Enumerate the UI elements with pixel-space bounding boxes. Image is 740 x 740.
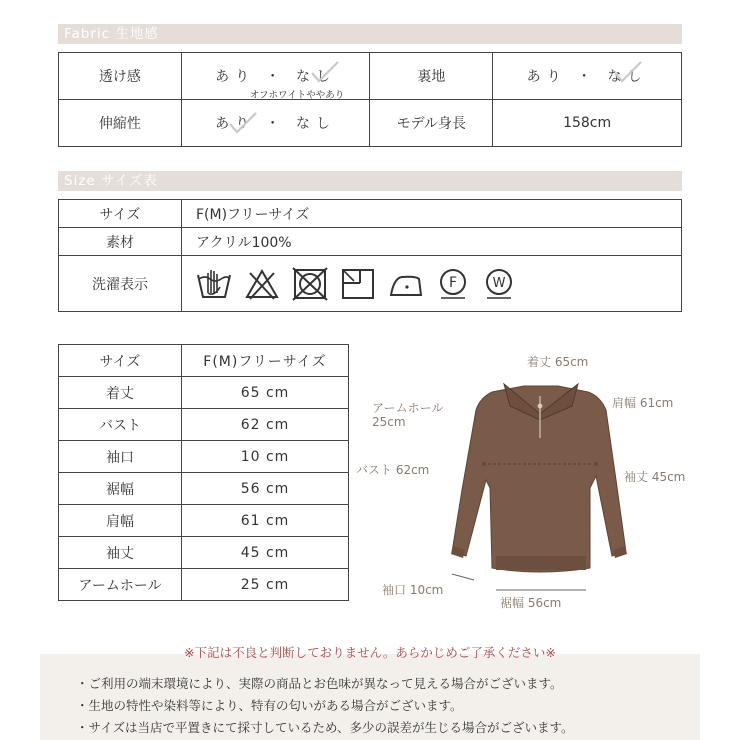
see-through-value xyxy=(181,53,370,100)
measure-label: 裾幅 xyxy=(59,473,182,505)
care-label: 洗濯表示 xyxy=(59,256,182,312)
measure-label: アームホール xyxy=(59,569,182,601)
lining-label: 裏地 xyxy=(370,53,493,100)
fabric-row xyxy=(59,100,682,147)
armhole-value: 25cm xyxy=(372,415,406,429)
notice-line: ・生地の特性や染料等により、特有の匂いがある場合がございます。 xyxy=(76,698,463,713)
model-height-value: 158cm xyxy=(493,100,682,147)
size-measure-header-value: F(M)フリーサイズ xyxy=(182,345,349,377)
hand-wash-icon xyxy=(196,267,232,301)
model-height-label: モデル身長 xyxy=(370,100,493,147)
size-label: サイズ xyxy=(59,200,182,228)
measure-value: 56 cm xyxy=(182,473,349,505)
lining-value xyxy=(493,53,682,100)
measure-value: 45 cm xyxy=(182,537,349,569)
table-row xyxy=(59,473,349,505)
size-info-row xyxy=(59,228,682,256)
no-tumble-dry-icon xyxy=(292,267,328,301)
measure-label: 袖口 xyxy=(59,441,182,473)
table-row xyxy=(59,377,349,409)
iron-low-icon xyxy=(388,267,424,301)
bust-label: バスト 62cm xyxy=(356,463,430,477)
measure-value: 25 cm xyxy=(182,569,349,601)
see-through-label: 透け感 xyxy=(59,53,182,100)
svg-text:W: W xyxy=(492,275,506,291)
size-value: F(M)フリーサイズ xyxy=(182,200,682,228)
stretch-value xyxy=(181,100,370,147)
material-label: 素材 xyxy=(59,228,182,256)
stretch-label: 伸縮性 xyxy=(59,100,182,147)
fabric-row xyxy=(59,53,682,100)
measure-label: 肩幅 xyxy=(59,505,182,537)
fabric-table xyxy=(58,52,682,147)
sleeve-label: 袖丈 45cm xyxy=(624,470,686,484)
size-header: Size サイズ表 xyxy=(58,171,682,191)
table-row xyxy=(59,441,349,473)
measure-value: 62 cm xyxy=(182,409,349,441)
notice-title: ※下記は不良と判断しておりません。あらかじめご了承ください※ xyxy=(184,645,556,660)
care-symbols xyxy=(182,256,682,312)
measure-value: 65 cm xyxy=(182,377,349,409)
checkmark-icon xyxy=(308,59,342,85)
table-row xyxy=(59,569,349,601)
svg-text:F: F xyxy=(448,274,458,291)
table-row xyxy=(59,505,349,537)
size-measure-header-label: サイズ xyxy=(59,345,182,377)
size-measure-table xyxy=(58,344,349,601)
cuff-label: 袖口 10cm xyxy=(382,583,444,597)
fabric-header: Fabric 生地感 xyxy=(58,24,682,44)
size-measure-header-row xyxy=(59,345,349,377)
measure-label: バスト xyxy=(59,409,182,441)
material-value: アクリル100% xyxy=(182,228,682,256)
table-row xyxy=(59,409,349,441)
dry-clean-f-icon xyxy=(436,267,470,301)
line-dry-shade-icon xyxy=(340,267,376,301)
see-through-note: オフホワイトややあり xyxy=(249,90,345,101)
length-label: 着丈 65cm xyxy=(527,355,589,369)
see-through-choice: あり ・ なし xyxy=(215,69,337,85)
checkmark-icon xyxy=(226,110,260,136)
table-row xyxy=(59,537,349,569)
shoulder-label: 肩幅 61cm xyxy=(612,396,674,410)
no-bleach-icon xyxy=(244,267,280,301)
wet-clean-w-icon xyxy=(482,267,516,301)
checkmark-icon xyxy=(611,59,645,85)
measure-label: 着丈 xyxy=(59,377,182,409)
size-info-row xyxy=(59,200,682,228)
stretch-choice: あり ・ なし xyxy=(215,116,337,132)
notice-line: ・サイズは当店で平置きにて採寸しているため、多少の誤差が生じる場合がございます。 xyxy=(76,720,574,735)
lining-choice: あり ・ なし xyxy=(526,69,648,85)
size-info-row xyxy=(59,256,682,312)
size-info-table xyxy=(58,199,682,312)
measure-value: 10 cm xyxy=(182,441,349,473)
measure-label: 袖丈 xyxy=(59,537,182,569)
hem-label: 裾幅 56cm xyxy=(500,596,562,610)
notice-line: ・ご利用の端末環境により、実際の商品とお色味が異なって見える場合がございます。 xyxy=(76,676,563,691)
measure-value: 61 cm xyxy=(182,505,349,537)
armhole-label: アームホール xyxy=(372,401,444,415)
